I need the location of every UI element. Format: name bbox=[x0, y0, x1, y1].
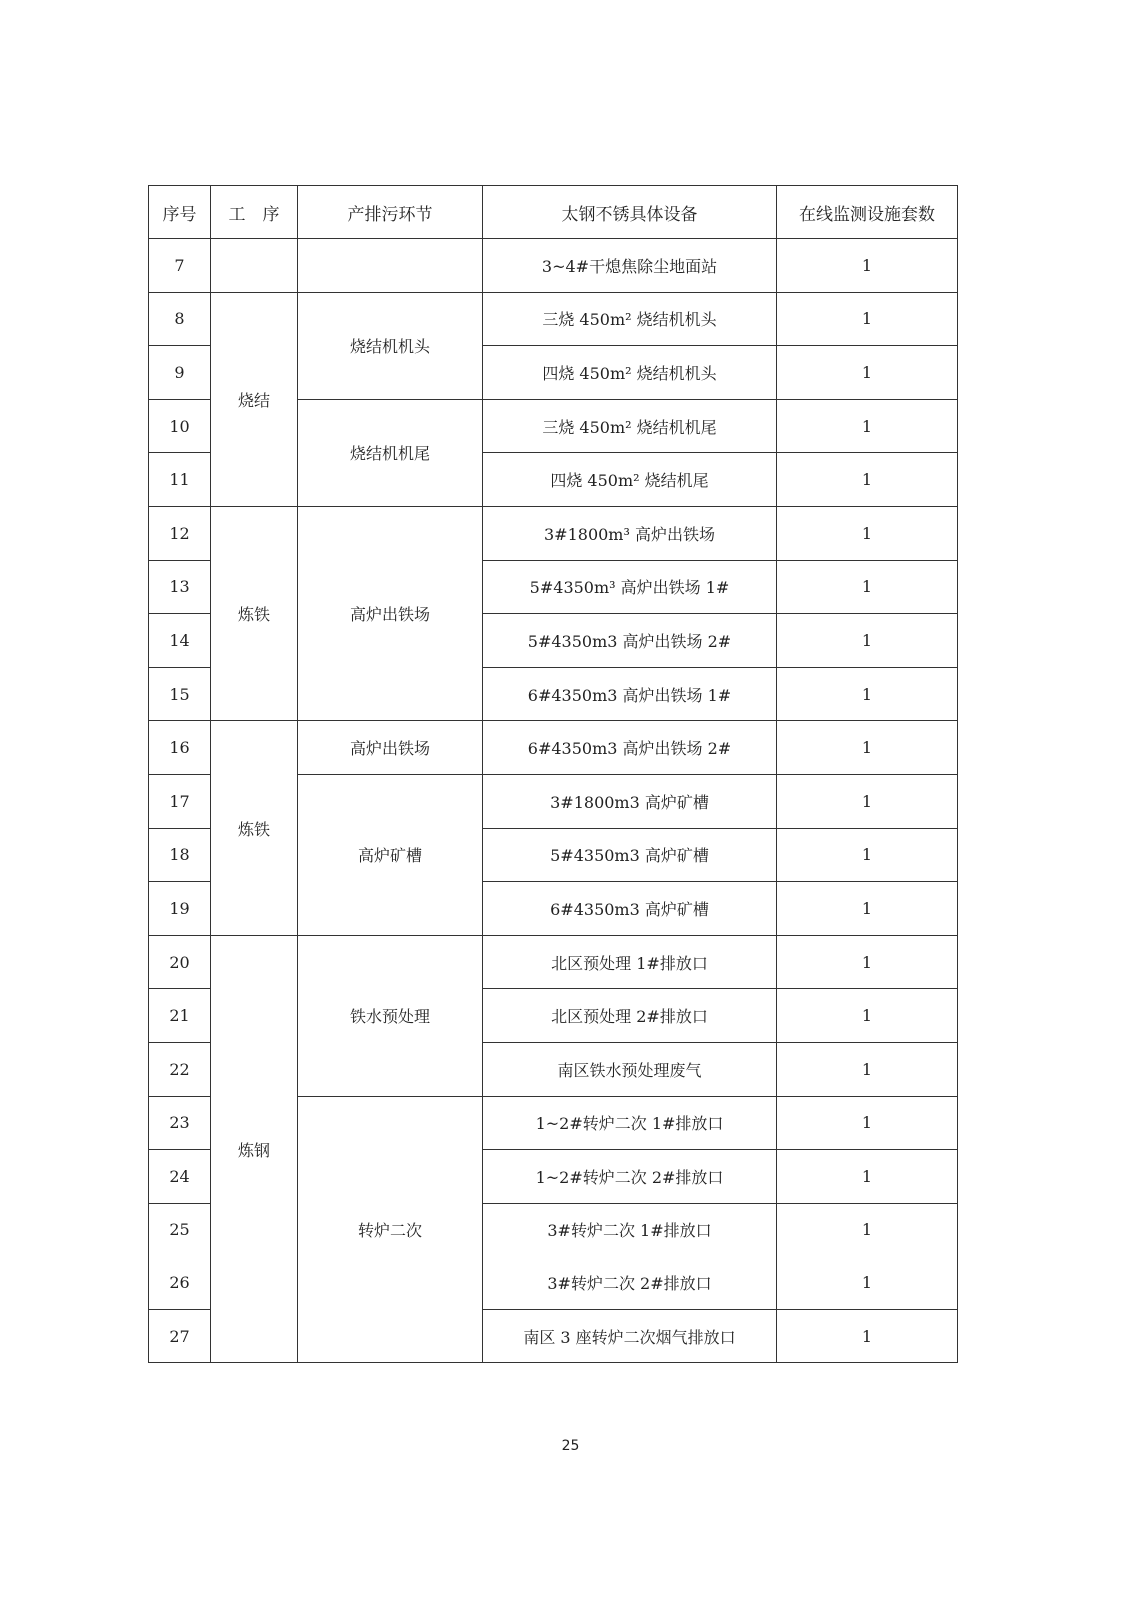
device-cell: 5#4350m3 高炉出铁场 2# bbox=[483, 614, 777, 668]
serial-no-cell: 22 bbox=[149, 1042, 211, 1096]
header-serial-no: 序号 bbox=[149, 186, 211, 239]
serial-no-cell: 13 bbox=[149, 560, 211, 614]
device-cell: 5#4350m3 高炉矿槽 bbox=[483, 828, 777, 882]
serial-no-cell: 23 bbox=[149, 1096, 211, 1150]
monitor-count-cell: 1 bbox=[777, 292, 958, 346]
device-cell: 6#4350m3 高炉矿槽 bbox=[483, 882, 777, 936]
serial-no-cell: 9 bbox=[149, 346, 211, 400]
pollution-stage-cell: 铁水预处理 bbox=[298, 935, 483, 1096]
header-device: 太钢不锈具体设备 bbox=[483, 186, 777, 239]
serial-no-cell: 11 bbox=[149, 453, 211, 507]
device-cell: 3#1800m3 高炉矿槽 bbox=[483, 774, 777, 828]
table-row bbox=[149, 935, 958, 989]
header-process: 工 序 bbox=[211, 186, 298, 239]
table-row bbox=[149, 239, 958, 293]
monitor-count-cell: 1 bbox=[777, 828, 958, 882]
process-cell: 炼铁 bbox=[211, 721, 298, 935]
device-cell: 南区铁水预处理废气 bbox=[483, 1042, 777, 1096]
device-cell: 南区 3 座转炉二次烟气排放口 bbox=[483, 1309, 777, 1363]
serial-no-cell: 21 bbox=[149, 989, 211, 1043]
device-cell: 3#1800m³ 高炉出铁场 bbox=[483, 506, 777, 560]
serial-no-cell: 25 bbox=[149, 1203, 211, 1256]
monitor-count-cell: 1 bbox=[777, 882, 958, 936]
device-cell: 北区预处理 1#排放口 bbox=[483, 935, 777, 989]
monitor-count-cell: 1 bbox=[777, 721, 958, 775]
device-cell: 5#4350m³ 高炉出铁场 1# bbox=[483, 560, 777, 614]
serial-no-cell: 16 bbox=[149, 721, 211, 775]
device-cell: 北区预处理 2#排放口 bbox=[483, 989, 777, 1043]
table-header-row bbox=[149, 186, 958, 239]
monitor-count-cell: 1 bbox=[777, 346, 958, 400]
process-cell: 烧结 bbox=[211, 292, 298, 506]
device-cell: 3#转炉二次 1#排放口 bbox=[483, 1203, 777, 1256]
device-cell: 四烧 450m² 烧结机尾 bbox=[483, 453, 777, 507]
monitor-count-cell: 1 bbox=[777, 667, 958, 721]
serial-no-cell: 26 bbox=[149, 1256, 211, 1309]
header-pollution-stage: 产排污环节 bbox=[298, 186, 483, 239]
page-number: 25 bbox=[561, 1438, 580, 1454]
serial-no-cell: 12 bbox=[149, 506, 211, 560]
serial-no-cell: 18 bbox=[149, 828, 211, 882]
pollution-stage-cell: 烧结机机头 bbox=[298, 292, 483, 399]
device-cell: 3~4#干熄焦除尘地面站 bbox=[483, 239, 777, 293]
device-cell: 三烧 450m² 烧结机机头 bbox=[483, 292, 777, 346]
serial-no-cell: 7 bbox=[149, 239, 211, 293]
device-cell: 三烧 450m² 烧结机机尾 bbox=[483, 399, 777, 453]
pollution-stage-cell: 高炉出铁场 bbox=[298, 506, 483, 720]
process-cell bbox=[211, 239, 298, 293]
device-cell: 6#4350m3 高炉出铁场 2# bbox=[483, 721, 777, 775]
monitor-count-cell: 1 bbox=[777, 1309, 958, 1363]
serial-no-cell: 8 bbox=[149, 292, 211, 346]
device-cell: 1~2#转炉二次 1#排放口 bbox=[483, 1096, 777, 1150]
table-row bbox=[149, 721, 958, 775]
serial-no-cell: 24 bbox=[149, 1150, 211, 1204]
monitor-count-cell: 1 bbox=[777, 560, 958, 614]
device-cell: 6#4350m3 高炉出铁场 1# bbox=[483, 667, 777, 721]
pollution-stage-cell: 高炉矿槽 bbox=[298, 774, 483, 935]
serial-no-cell: 19 bbox=[149, 882, 211, 936]
monitor-count-cell: 1 bbox=[777, 399, 958, 453]
monitor-count-cell: 1 bbox=[777, 1042, 958, 1096]
pollution-stage-cell: 烧结机机尾 bbox=[298, 399, 483, 506]
monitor-count-cell: 1 bbox=[777, 614, 958, 668]
pollution-stage-cell: 转炉二次 bbox=[298, 1096, 483, 1363]
device-cell: 四烧 450m² 烧结机机头 bbox=[483, 346, 777, 400]
monitoring-equipment-table bbox=[148, 185, 958, 1363]
device-cell: 3#转炉二次 2#排放口 bbox=[483, 1256, 777, 1309]
serial-no-cell: 27 bbox=[149, 1309, 211, 1363]
monitor-count-cell: 1 bbox=[777, 1150, 958, 1204]
monitor-count-cell: 1 bbox=[777, 1096, 958, 1150]
pollution-stage-cell bbox=[298, 239, 483, 293]
serial-no-cell: 17 bbox=[149, 774, 211, 828]
table-row bbox=[149, 506, 958, 560]
serial-no-cell: 10 bbox=[149, 399, 211, 453]
serial-no-cell: 20 bbox=[149, 935, 211, 989]
serial-no-cell: 14 bbox=[149, 614, 211, 668]
monitor-count-cell: 1 bbox=[777, 453, 958, 507]
process-cell: 炼铁 bbox=[211, 506, 298, 720]
monitor-count-cell: 1 bbox=[777, 239, 958, 293]
pollution-stage-cell: 高炉出铁场 bbox=[298, 721, 483, 775]
monitor-count-cell: 1 bbox=[777, 506, 958, 560]
process-cell: 炼钢 bbox=[211, 935, 298, 1363]
monitor-count-cell: 1 bbox=[777, 774, 958, 828]
device-cell: 1~2#转炉二次 2#排放口 bbox=[483, 1150, 777, 1204]
monitor-count-cell: 1 bbox=[777, 1203, 958, 1256]
monitor-count-cell: 1 bbox=[777, 1256, 958, 1309]
monitor-count-cell: 1 bbox=[777, 935, 958, 989]
serial-no-cell: 15 bbox=[149, 667, 211, 721]
table-body bbox=[149, 239, 958, 1363]
header-monitor-count: 在线监测设施套数 bbox=[777, 186, 958, 239]
monitor-count-cell: 1 bbox=[777, 989, 958, 1043]
table-row bbox=[149, 292, 958, 346]
